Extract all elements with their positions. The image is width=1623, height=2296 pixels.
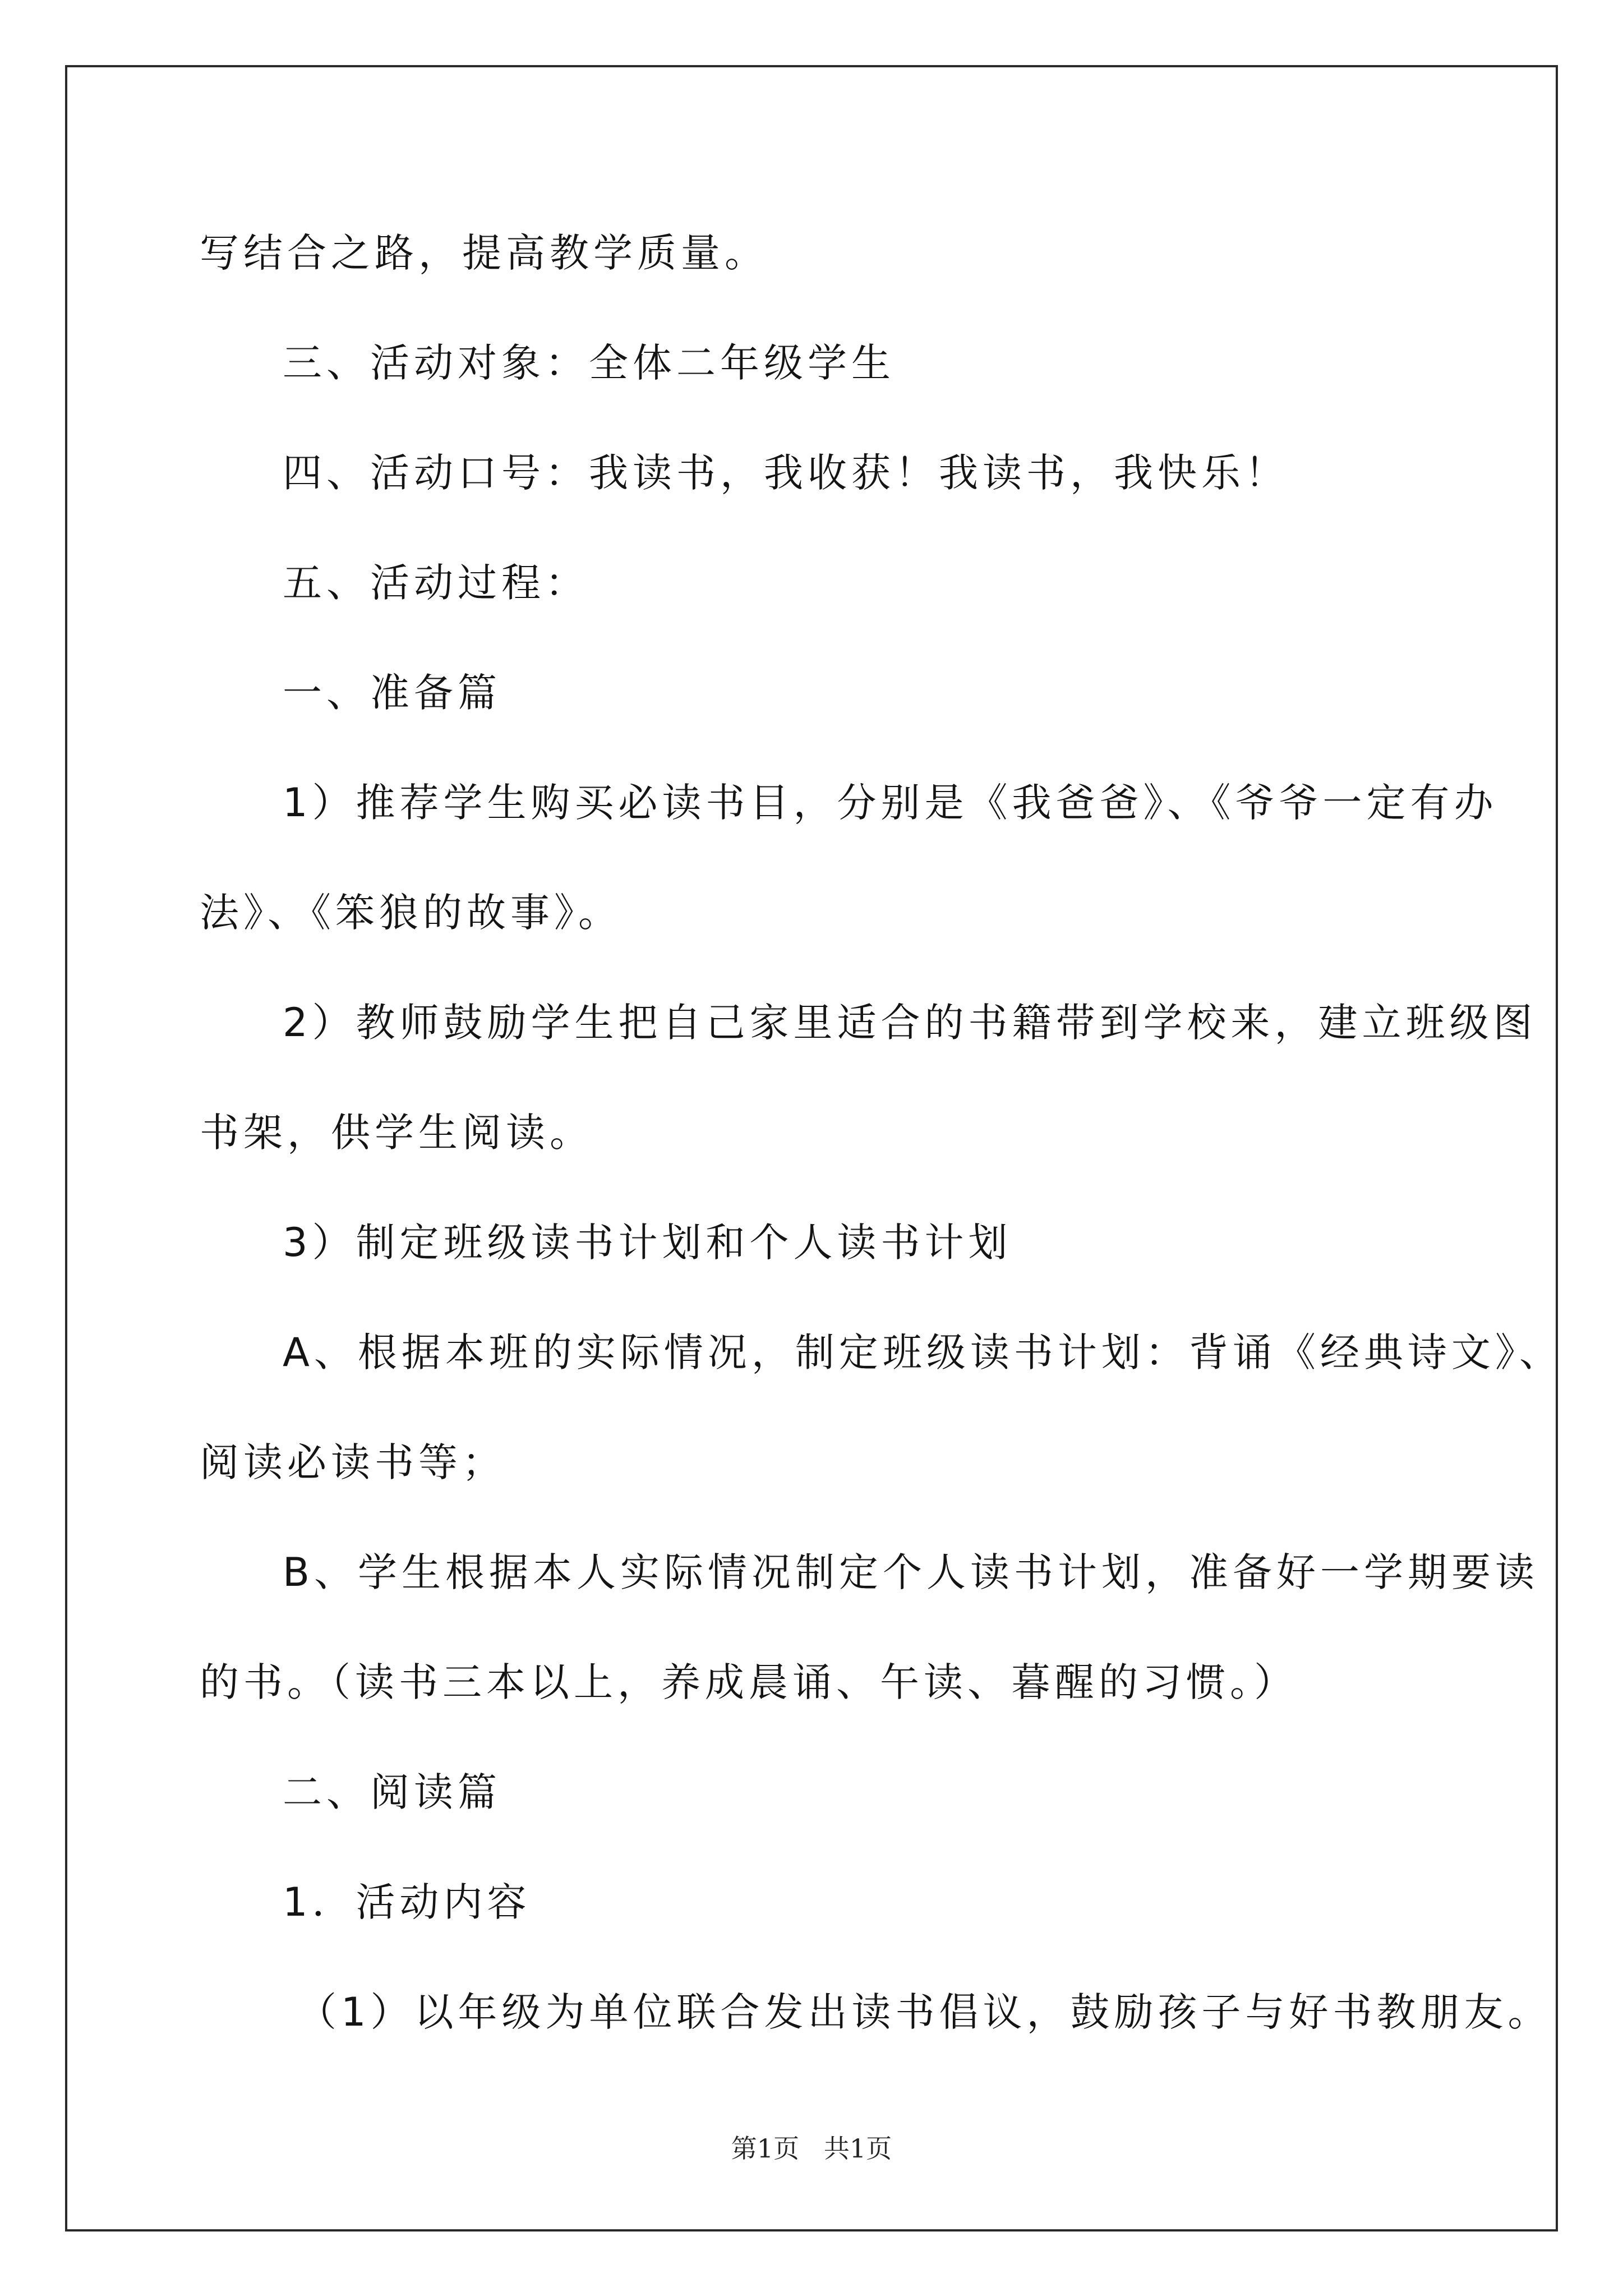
paragraph-line: 阅读必读书等； — [200, 1439, 506, 1485]
paragraph-line: 3）制定班级读书计划和个人读书计划 — [283, 1220, 1012, 1266]
section-heading: 二、阅读篇 — [283, 1769, 501, 1815]
paragraph-line: A、根据本班的实际情况，制定班级读书计划：背诵《经典诗文》、 — [283, 1329, 1563, 1375]
paragraph-line: 三、活动对象：全体二年级学生 — [283, 340, 895, 386]
section-heading: 一、准备篇 — [283, 670, 501, 716]
paragraph-line: （1）以年级为单位联合发出读书倡议，鼓励孩子与好书教朋友。 — [297, 1989, 1552, 2035]
paragraph-line: 1．活动内容 — [283, 1879, 531, 1925]
paragraph-line: 法》、《笨狼的故事》。 — [200, 890, 622, 936]
paragraph-line: B、学生根据本人实际情况制定个人读书计划，准备好一学期要读 — [283, 1549, 1539, 1595]
paragraph-line: 的书。（读书三本以上，养成晨诵、午读、暮醒的习惯。） — [200, 1659, 1298, 1705]
paragraph-line: 写结合之路，提高教学质量。 — [200, 230, 768, 276]
paragraph-line: 四、活动口号：我读书，我收获！我读书，我快乐！ — [283, 450, 1289, 496]
page-number-footer: 第1页 共1页 — [731, 2133, 892, 2164]
paragraph-line: 1）推荐学生购买必读书目，分别是《我爸爸》、《爷爷一定有办 — [283, 780, 1498, 826]
paragraph-line: 2）教师鼓励学生把自己家里适合的书籍带到学校来，建立班级图 — [283, 1000, 1537, 1046]
paragraph-line: 书架，供学生阅读。 — [200, 1110, 593, 1156]
paragraph-line: 五、活动过程： — [283, 560, 589, 606]
